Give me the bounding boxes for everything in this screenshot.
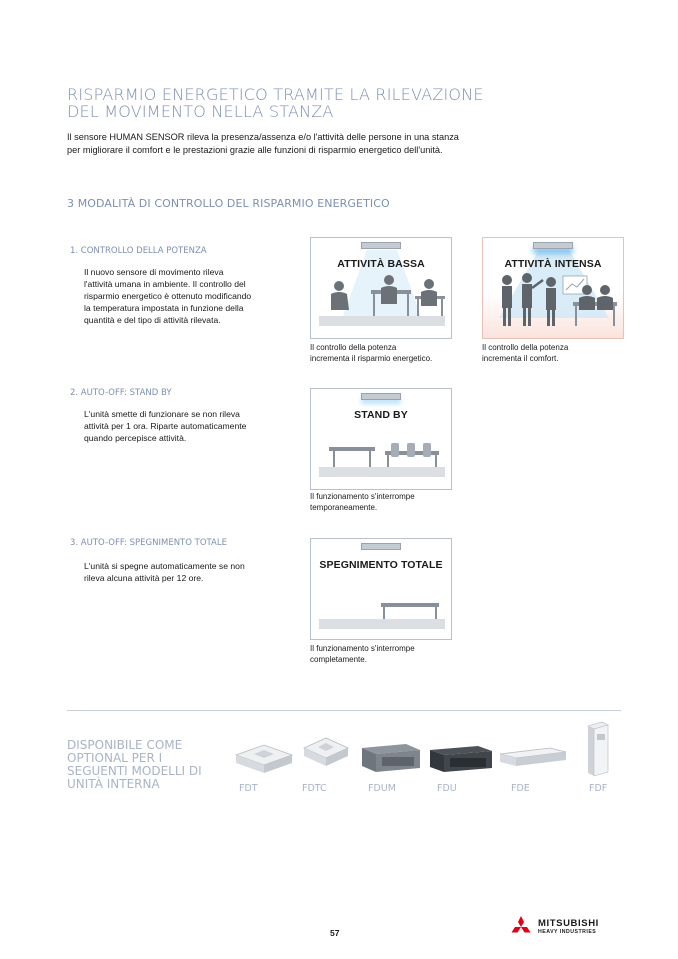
air-conditioner-unit-icon <box>361 543 401 550</box>
model-label-fdt: FDT <box>239 783 258 794</box>
brand-subtitle: HEAVY INDUSTRIES <box>538 929 597 935</box>
standby-caption <box>310 492 415 513</box>
intro-line-1: Il sensore HUMAN SENSOR rileva la presenza/assenza e/o l'attività delle persone in una stanza <box>67 132 459 142</box>
fde-ceiling-unit-icon <box>498 744 568 774</box>
high-activity-scene <box>483 238 624 339</box>
fdt-cassette-unit-icon <box>232 735 294 777</box>
caption-line: Il controllo della potenza <box>310 343 397 352</box>
fdf-floor-unit-icon <box>584 720 612 778</box>
caption-line: Il funzionamento s'interrompe <box>310 644 415 653</box>
air-conditioner-unit-icon <box>361 242 401 249</box>
page-title-line-2: DEL MOVIMENTO NELLA STANZA <box>67 102 334 121</box>
caption-line: incrementa il comfort. <box>482 353 559 363</box>
step-1-line: quantità e del tipo di attività rilevata. <box>84 315 221 325</box>
step-2-line: quando percepisce attività. <box>84 433 187 443</box>
high-activity-caption <box>482 343 568 364</box>
model-label-fdtc: FDTC <box>302 783 327 794</box>
availability-line: DISPONIBILE COME <box>67 738 183 752</box>
availability-heading <box>67 739 217 791</box>
step-3-description <box>84 560 284 584</box>
step-2-title: 2. AUTO-OFF: STAND BY <box>70 388 172 398</box>
three-diamonds-icon <box>508 916 534 938</box>
low-activity-caption <box>310 343 432 364</box>
step-3-line: L'unità si spegne automaticamente se non <box>84 561 245 571</box>
full-shutdown-caption <box>310 644 415 665</box>
intro-paragraph <box>67 131 537 156</box>
section-title: 3 MODALITÀ DI CONTROLLO DEL RISPARMIO ENERGETICO <box>67 197 390 210</box>
model-label-fdum: FDUM <box>368 783 396 794</box>
availability-line: SEGUENTI MODELLI DI <box>67 764 202 778</box>
low-activity-illustration <box>310 237 452 339</box>
low-activity-scene <box>311 238 452 339</box>
caption-line: completamente. <box>310 654 367 664</box>
air-conditioner-unit-icon <box>361 393 401 400</box>
step-1-line: l'attività umana in ambiente. Il controllo del <box>84 279 246 289</box>
availability-line: OPTIONAL PER I <box>67 751 163 765</box>
model-label-fde: FDE <box>511 783 530 794</box>
step-1-description <box>84 266 284 326</box>
caption-line: Il controllo della potenza <box>482 343 569 352</box>
caption-line: Il funzionamento s'interrompe <box>310 492 415 501</box>
high-activity-label: ATTIVITÀ INTENSA <box>504 258 602 270</box>
full-shutdown-illustration <box>310 538 452 640</box>
page-title-line-1: RISPARMIO ENERGETICO TRAMITE LA RILEVAZIONE <box>67 85 484 104</box>
standby-scene <box>311 389 452 490</box>
intro-line-2: per migliorare il comfort e le prestazioni grazie alle funzioni di risparmio energetico dell'unità. <box>67 144 443 155</box>
page-number: 57 <box>330 928 340 938</box>
model-label-fdu: FDU <box>437 783 457 794</box>
mitsubishi-logo <box>508 915 624 939</box>
standby-illustration <box>310 388 452 490</box>
model-label-fdf: FDF <box>589 783 608 794</box>
fdum-duct-unit-icon <box>360 740 422 776</box>
availability-line: UNITÀ INTERNA <box>67 777 160 791</box>
step-2-line: L'unità smette di funzionare se non rileva <box>84 409 240 419</box>
caption-line: incrementa il risparmio energetico. <box>310 353 433 363</box>
fdu-duct-unit-icon <box>428 742 494 776</box>
step-3-title: 3. AUTO-OFF: SPEGNIMENTO TOTALE <box>70 538 227 548</box>
standby-label: STAND BY <box>354 409 408 421</box>
step-1-line: risparmio energetico è ottenuto modificando <box>84 291 252 301</box>
full-shutdown-scene <box>311 539 452 640</box>
step-2-description <box>84 408 284 444</box>
step-1-line: Il nuovo sensore di movimento rileva <box>84 267 224 277</box>
step-3-line: rileva alcuna attività per 12 ore. <box>84 573 204 583</box>
page-title <box>67 86 537 120</box>
step-1-line: la temperatura impostata in funzione della <box>84 303 244 313</box>
step-2-line: attività per 1 ora. Riparte automaticamente <box>84 421 247 431</box>
fdtc-cassette-unit-icon <box>298 730 354 778</box>
section-divider <box>67 710 621 711</box>
step-1-title: 1. CONTROLLO DELLA POTENZA <box>70 246 207 256</box>
caption-line: temporaneamente. <box>310 502 378 512</box>
low-activity-label: ATTIVITÀ BASSA <box>337 258 425 270</box>
brand-name: MITSUBISHI <box>538 918 599 929</box>
full-shutdown-label: SPEGNIMENTO TOTALE <box>319 559 443 571</box>
high-activity-illustration <box>482 237 624 339</box>
air-conditioner-unit-icon <box>533 242 573 249</box>
